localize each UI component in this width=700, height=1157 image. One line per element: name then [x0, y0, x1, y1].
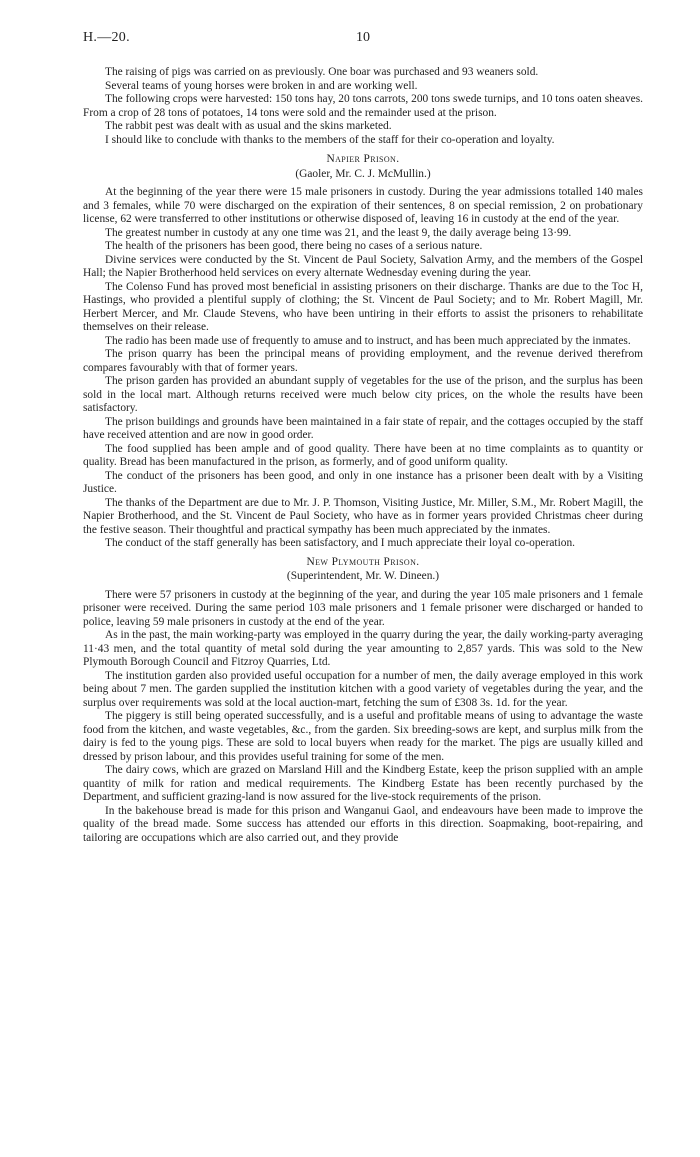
paragraph: The piggery is still being operated successfully, and is a useful and profitable means of using to advantage the waste food from the kitchen, and waste vegetables, &c., from the garden. Six breeding-sows are kept, and surplus milk from the dairy is fed to the young pigs. These are sold to local buyers when ready for the market. The pigs are usually killed and dressed by prison labour, and this provides useful training for some of the men.	[83, 710, 643, 763]
paragraph: The thanks of the Department are due to Mr. J. P. Thomson, Visiting Justice, Mr. Miller, S.M., Mr. Robert Magill, the Napier Brotherhood, and the St. Vincent de Paul Society, who have as in former years provided Christmas cheer during the festive season. Their thoughtful and practical sympathy has been much appreciated by the inmates.	[83, 496, 643, 536]
paragraph: The institution garden also provided useful occupation for a number of men, the daily average employed in this work being about 7 men. The garden supplied the institution kitchen with a good variety of vegetables during the year, and the surplus over requirements was sold at the local auction-mart, fetching the sum of £308 3s. 1d. for the year.	[83, 669, 643, 709]
paragraph: The prison buildings and grounds have been maintained in a fair state of repair, and the cottages occupied by the staff have received attention and are now in good order.	[83, 415, 643, 441]
paragraph: The health of the prisoners has been good, there being no cases of a serious nature.	[105, 240, 483, 252]
paragraph: The dairy cows, which are grazed on Marsland Hill and the Kindberg Estate, keep the prison supplied with an ample quantity of milk for ration and medical requirements. The Kindberg Estate has been recently purchased by the Department, and sufficient grazing-land is now assured for the live-stock requirements of the prison.	[83, 764, 643, 803]
paragraph: Divine services were conducted by the St. Vincent de Paul Society, Salvation Army, and the members of the Gospel Hall; the Napier Brotherhood held services on every alternate Wednesday evening during the year.	[83, 253, 643, 279]
paragraph: The following crops were harvested: 150 tons hay, 20 tons carrots, 200 tons swede turnips, and 10 tons oaten sheaves. From a crop of 28 tons of potatoes, 14 tons were sold and the remainder used at the prison.	[83, 93, 643, 119]
paragraph: The conduct of the prisoners has been good, and only in one instance has a prisoner been dealt with by a Visiting Justice.	[83, 469, 643, 495]
page-body	[83, 66, 643, 845]
section-subheading: (Superintendent, Mr. W. Dineen.)	[286, 570, 440, 582]
intro-section	[83, 66, 643, 147]
paragraph: The prison garden has provided an abundant supply of vegetables for the use of the prison, and the surplus has been sold in the local mart. Although returns received were much below city prices, on the whole the results have been satisfactory.	[83, 375, 643, 414]
page-header	[83, 30, 643, 50]
report-code: H.—20.	[83, 30, 130, 45]
napier-section	[83, 153, 643, 551]
paragraph: The Colenso Fund has proved most beneficial in assisting prisoners on their discharge. Thanks are due to the Toc H, Hastings, who provided a plentiful supply of clothing; the St. Vincent de Paul Society; and to Mr. Robert Magill, Mr. Herbert Mercer, and Mr. Claude Stevens, who have been untiring in their efforts to assist the prisoners to rehabilitate themselves on their release.	[83, 280, 643, 333]
page-number: 10	[356, 30, 370, 45]
paragraph: The prison quarry has been the principal means of providing employment, and the revenue derived therefrom compares favourably with that of former years.	[83, 348, 643, 374]
paragraph: There were 57 prisoners in custody at the beginning of the year, and during the year 105 male prisoners and 1 female prisoner were received. During the same period 103 male prisoners and 1 female prisoner were discharged or handed to police, leaving 59 male prisoners in custody at the end of the year.	[83, 588, 643, 628]
paragraph: The rabbit pest was dealt with as usual and the skins marketed.	[105, 120, 392, 132]
paragraph: The raising of pigs was carried on as previously. One boar was purchased and 93 weaners sold.	[105, 66, 539, 78]
section-heading: Napier Prison.	[326, 153, 400, 165]
section-subheading: (Gaoler, Mr. C. J. McMullin.)	[295, 167, 431, 180]
paragraph: The conduct of the staff generally has been satisfactory, and I much appreciate their loyal co-operation.	[105, 537, 575, 549]
paragraph: In the bakehouse bread is made for this prison and Wanganui Gaol, and endeavours have been made to improve the quality of the bread made. Some success has attended our efforts in this direction. Soapmaking, boot-repairing, and tailoring are occupations which are also carried out, and they provide	[83, 804, 643, 844]
paragraph: Several teams of young horses were broken in and are working well.	[105, 79, 418, 92]
new-plymouth-section	[83, 556, 643, 846]
section-heading: New Plymouth Prison.	[306, 555, 420, 568]
paragraph: As in the past, the main working-party was employed in the quarry during the year, the daily working-party averaging 11·43 men, and the total quantity of metal sold during the year amounting to 2,857 yards. This was sold to the New Plymouth Borough Council and Fitzroy Quarries, Ltd.	[83, 629, 643, 668]
paragraph: The greatest number in custody at any one time was 21, and the least 9, the daily average being 13·99.	[105, 226, 572, 239]
paragraph: I should like to conclude with thanks to the members of the staff for their co-operation and loyalty.	[105, 133, 555, 146]
paragraph: The radio has been made use of frequently to amuse and to instruct, and has been much appreciated by the inmates.	[105, 334, 631, 347]
paragraph: The food supplied has been ample and of good quality. There have been at no time complaints as to quantity or quality. Bread has been manufactured in the prison, as formerly, and of good uniform quality.	[83, 442, 643, 468]
paragraph: At the beginning of the year there were 15 male prisoners in custody. During the year admissions totalled 140 males and 3 females, while 70 were discharged on the expiration of their sentences, 8 on special remission, 2 on probationary license, 62 were transferred to other institutions or otherwise disposed of, leaving 16 in custody at the end of the year.	[83, 186, 643, 225]
